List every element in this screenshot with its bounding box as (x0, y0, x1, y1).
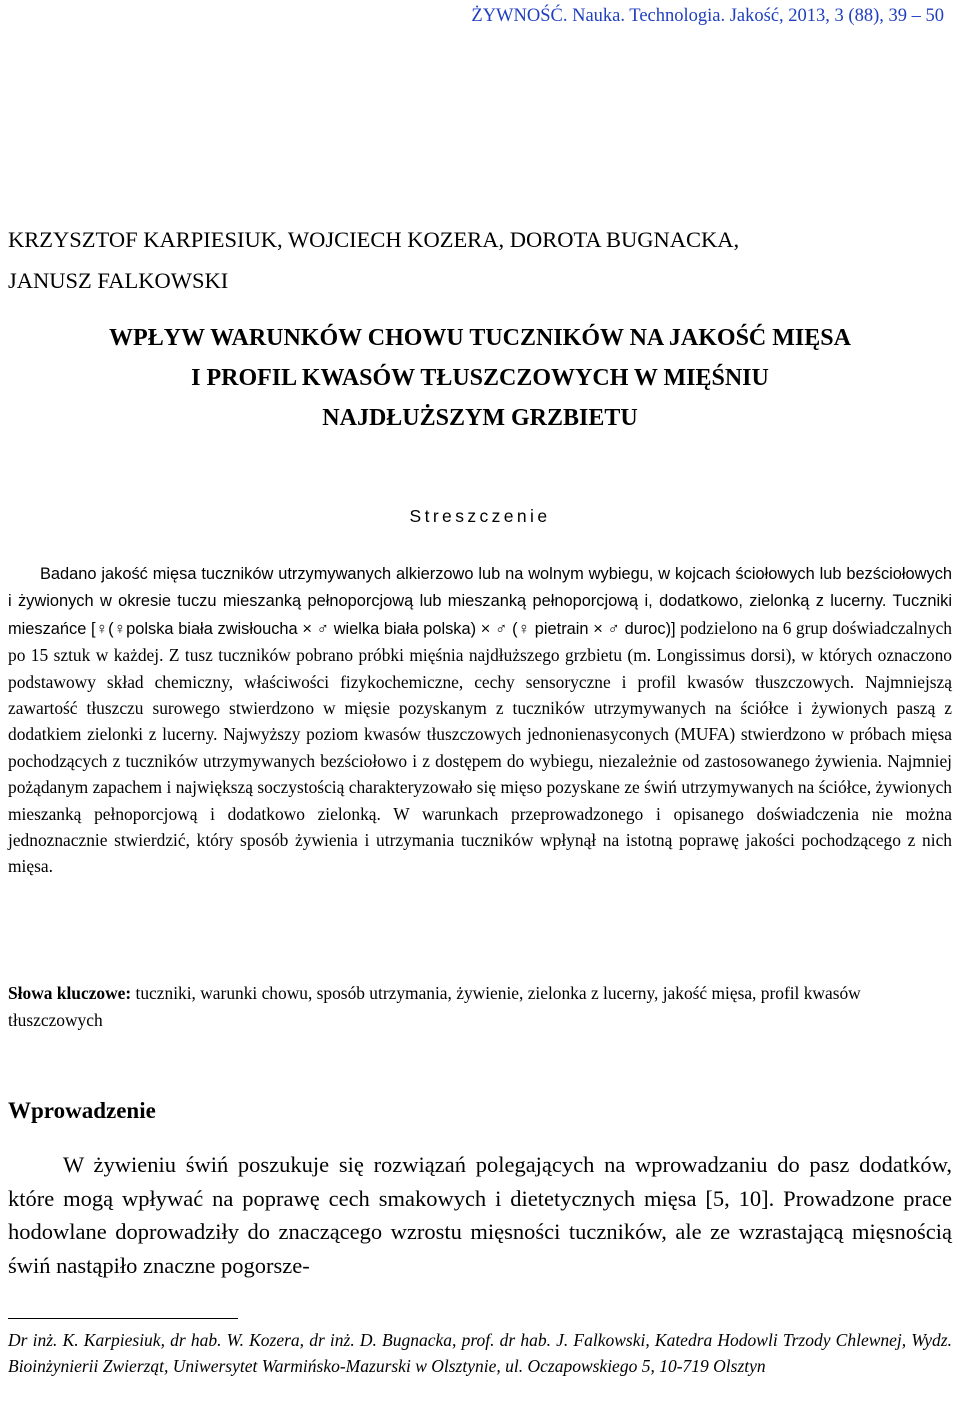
author-line: JANUSZ FALKOWSKI (8, 268, 229, 293)
title-line: NAJDŁUŻSZYM GRZBIETU (322, 405, 638, 431)
abstract-body (8, 560, 952, 880)
abstract-heading: Streszczenie (409, 506, 551, 526)
keywords (8, 980, 952, 1034)
keywords-label: Słowa kluczowe: (8, 983, 132, 1003)
footnote-divider (8, 1318, 238, 1319)
abstract-text-part1: Badano jakość mięsa tuczników utrzymywanych alkierzowo lub na wolnym wybiegu, w kojcach ściołowych lub bezściołowych i żywionych w okresie tuczu mieszanką pełnoporcjową lub mieszanką pełnoporcjową i, dodatkowo, zielonką z lucerny. Tuczniki mieszańce [♀(♀polska biała zwisłoucha × ♂ wielka biała polska) × ♂ (♀ pietrain × ♂ duroc)] (8, 565, 952, 638)
author-line: KRZYSZTOF KARPIESIUK, WOJCIECH KOZERA, DOROTA BUGNACKA, (8, 227, 740, 252)
abstract-text-part2: podzielono na 6 grup doświadczalnych po 15 sztuk w każdej. Z tusz tuczników pobrano próbki mięśnia najdłuższego grzbietu (m. Longissimus dorsi), w których oznaczono podstawowy skład chemiczny, właściwości fizykochemiczne, cechy sensoryczne i profil kwasów tłuszczowych. Najmniejszą zawartość tłuszczu surowego stwierdzono w mięsie pozyskanym z tuczników utrzymywanych na ściółce i żywionych paszą z dodatkiem zielonki z lucerny. Najwyższy poziom kwasów tłuszczowych jednonienasyconych (MUFA) stwierdzono w próbach mięsa pochodzących z tuczników utrzymywanych bezściołowo i z dostępem do wybiegu, niezależnie od zastosowanego żywienia. Najmniej pożądanym zapachem i największą soczystością charakteryzowało się mięso pozyskane ze świń utrzymywanych na ściółce, żywionych mieszanką pełnoporcjową i dodatkowo zielonką. W warunkach przeprowadzonego i opisanego doświadczenia nie można jednoznacznie stwierdzić, który sposób żywienia i utrzymania tuczników wpłynął na istotną poprawę jakości pochodzącego z nich mięsa. (8, 617, 952, 877)
abstract-paragraph (8, 560, 952, 880)
journal-header[interactable]: ŻYWNOŚĆ. Nauka. Technologia. Jakość, 2013, 3 (88), 39 – 50 (471, 6, 944, 26)
keywords-text: tuczniki, warunki chowu, sposób utrzymania, żywienie, zielonka z lucerny, jakość mięsa, profil kwasów tłuszczowych (8, 983, 861, 1030)
title-line: I PROFIL KWASÓW TŁUSZCZOWYCH W MIĘŚNIU (191, 365, 769, 391)
article-page (8, 0, 952, 1407)
introduction-body (8, 1148, 952, 1282)
section-heading-introduction: Wprowadzenie (8, 1098, 156, 1123)
author-list (8, 219, 952, 301)
article-title (8, 318, 952, 438)
author-affiliation-footnote: Dr inż. K. Karpiesiuk, dr hab. W. Kozera, dr inż. D. Bugnacka, prof. dr hab. J. Falkowski, Katedra Hodowli Trzody Chlewnej, Wydz. Bioinżynierii Zwierząt, Uniwersytet Warmińsko-Mazurski w Olsztynie, ul. Oczapowskiego 5, 10-719 Olsztyn (8, 1330, 952, 1376)
title-line: WPŁYW WARUNKÓW CHOWU TUCZNIKÓW NA JAKOŚĆ MIĘSA (109, 325, 851, 351)
introduction-paragraph: W żywieniu świń poszukuje się rozwiązań polegających na wprowadzaniu do pasz dodatków, które mogą wpływać na poprawę cech smakowych i dietetycznych mięsa [5, 10]. Prowadzone prace hodowlane doprowadziły do znaczącego wzrostu mięsności tuczników, ale ze wzrastającą mięsnością świń nastąpiło znaczne pogorsze- (8, 1152, 952, 1278)
